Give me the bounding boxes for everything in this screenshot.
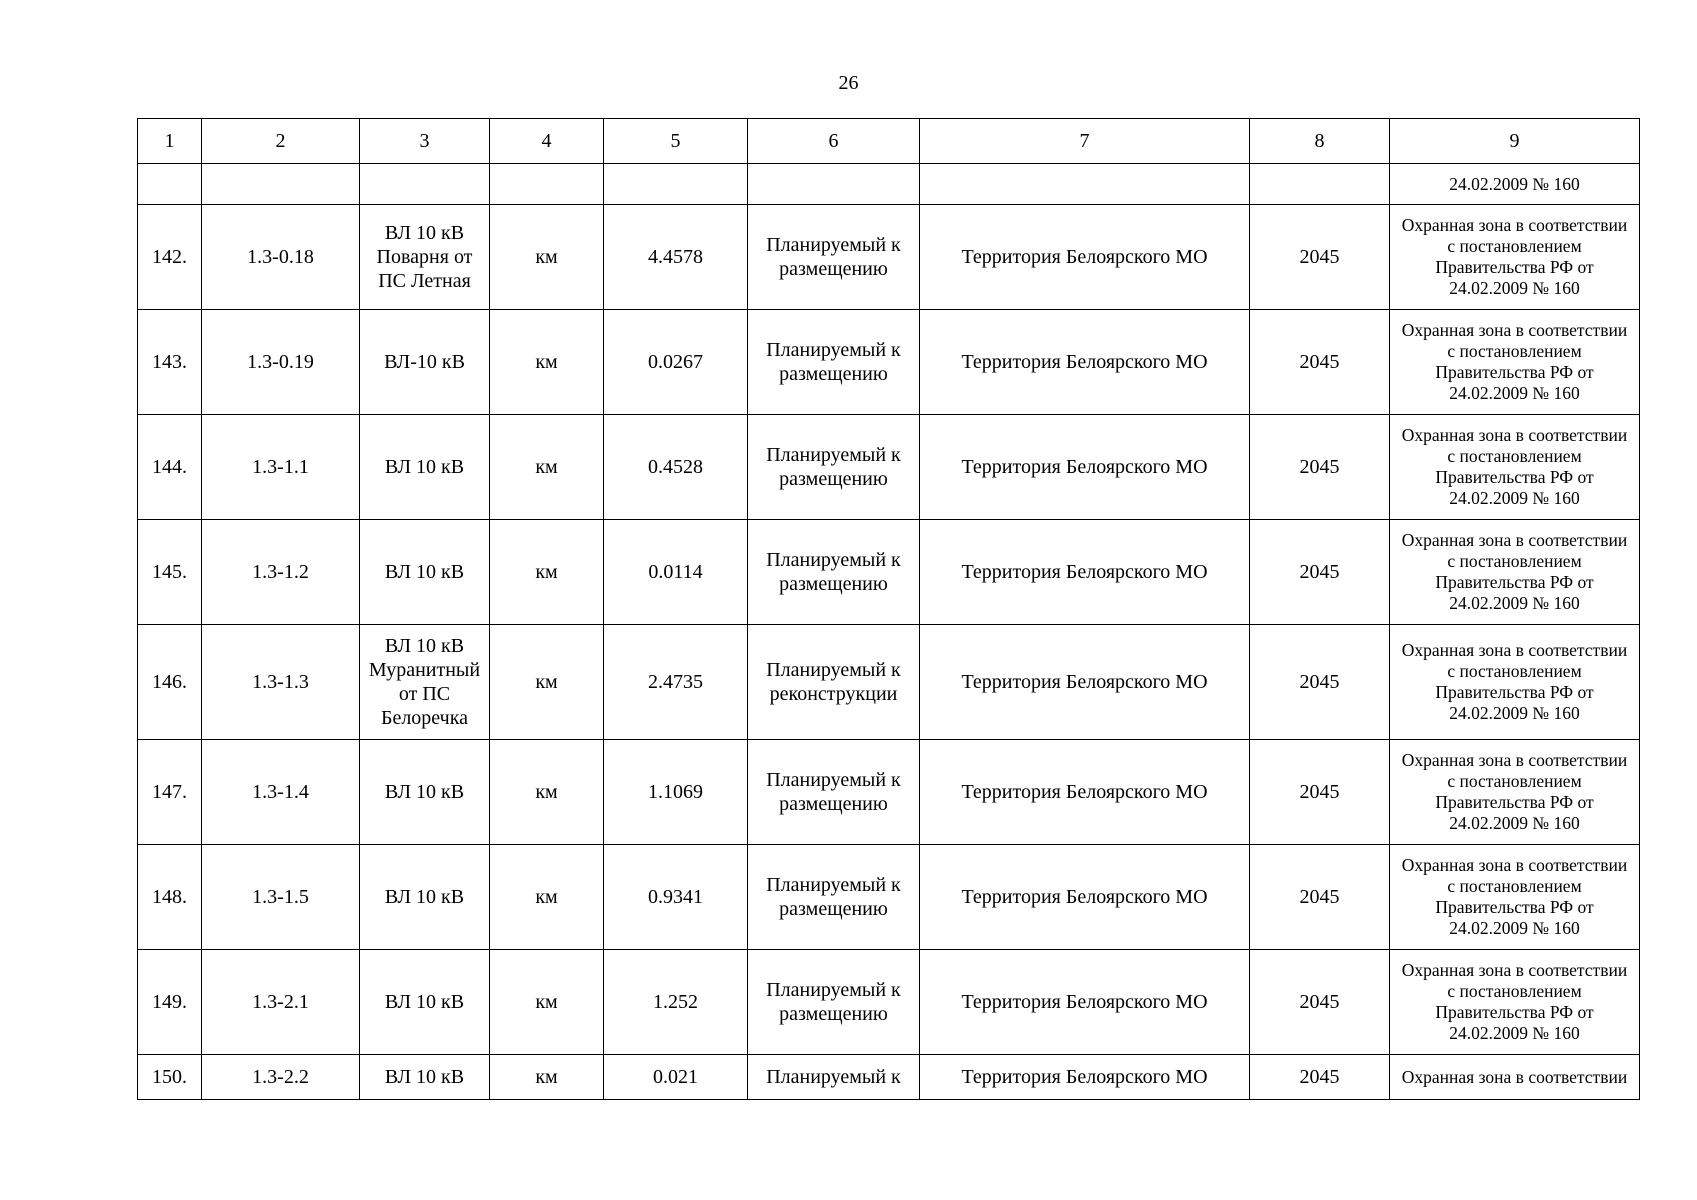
row-object-name-line: Белоречка [380, 707, 469, 729]
row-status-line: Планируемый к [766, 444, 901, 466]
row-zone-line: Правительства РФ от [1435, 897, 1594, 917]
row-value: 0.4528 [604, 415, 748, 520]
row-unit: км [490, 520, 604, 625]
row-object-name-line: Поварня от [376, 246, 473, 268]
row-object-name-line: ВЛ 10 кВ [384, 456, 465, 478]
table-row [138, 205, 1640, 310]
row-zone-line: с постановлением [1447, 661, 1582, 681]
row-zone [1390, 625, 1640, 740]
row-status [748, 740, 920, 845]
row-object-name [360, 845, 490, 950]
row-territory: Территория Белоярского МО [920, 1055, 1250, 1100]
row-unit: км [490, 740, 604, 845]
row-object-name-line: ВЛ 10 кВ [384, 781, 465, 803]
row-number: 145. [138, 520, 202, 625]
row-year: 2045 [1250, 1055, 1390, 1100]
row-year: 2045 [1250, 415, 1390, 520]
row-zone-line: с постановлением [1447, 551, 1582, 571]
row-code: 1.3-0.19 [202, 310, 360, 415]
row-object-name-line: ПС Летная [378, 270, 471, 292]
row-code: 1.3-2.2 [202, 1055, 360, 1100]
row-object-name [360, 520, 490, 625]
row-zone-line: Охранная зона в соответствии [1401, 320, 1628, 340]
row-code: 1.3-2.1 [202, 950, 360, 1055]
row-status-line: размещению [779, 363, 888, 385]
row-unit: км [490, 1055, 604, 1100]
row-status-line: размещению [779, 573, 888, 595]
row-status-line: размещению [779, 898, 888, 920]
row-zone-line: с постановлением [1447, 446, 1582, 466]
row-object-name-line: ВЛ-10 кВ [384, 351, 465, 373]
row-value: 2.4735 [604, 625, 748, 740]
row-zone-line: Охранная зона в соответствии [1401, 750, 1628, 770]
row-zone-line: Правительства РФ от [1435, 572, 1594, 592]
row-object-name [360, 415, 490, 520]
row-status-line: реконструкции [769, 683, 898, 705]
row-year: 2045 [1250, 950, 1390, 1055]
table-row [138, 520, 1640, 625]
table-row [138, 310, 1640, 415]
table-row [138, 845, 1640, 950]
row-year: 2045 [1250, 740, 1390, 845]
row-zone [1390, 845, 1640, 950]
row-object-name [360, 950, 490, 1055]
row-year: 2045 [1250, 310, 1390, 415]
table-cell [920, 164, 1250, 205]
row-zone-line: с постановлением [1447, 981, 1582, 1001]
column-header: 9 [1390, 119, 1640, 164]
page-number: 26 [838, 72, 859, 94]
column-header: 7 [920, 119, 1250, 164]
row-zone: Охранная зона в соответствии [1390, 1055, 1640, 1100]
row-number: 144. [138, 415, 202, 520]
column-header: 6 [748, 119, 920, 164]
table-cell [1250, 164, 1390, 205]
row-status-line: Планируемый к [766, 979, 901, 1001]
table-cell [138, 164, 202, 205]
row-number: 143. [138, 310, 202, 415]
row-territory: Территория Белоярского МО [920, 845, 1250, 950]
row-number: 147. [138, 740, 202, 845]
row-status [748, 950, 920, 1055]
row-status [748, 845, 920, 950]
row-status-line: размещению [779, 793, 888, 815]
row-year: 2045 [1250, 205, 1390, 310]
table-cell [748, 164, 920, 205]
column-header: 8 [1250, 119, 1390, 164]
table-row-last [138, 1055, 1640, 1100]
row-territory: Территория Белоярского МО [920, 950, 1250, 1055]
row-status-line: Планируемый к [766, 769, 901, 791]
row-value: 0.0267 [604, 310, 748, 415]
row-status [748, 415, 920, 520]
row-zone [1390, 520, 1640, 625]
row-zone [1390, 950, 1640, 1055]
row-zone-line: 24.02.2009 № 160 [1449, 813, 1580, 833]
row-status-line: Планируемый к [766, 339, 901, 361]
row-zone-line: Охранная зона в соответствии [1401, 960, 1628, 980]
row-code: 1.3-1.5 [202, 845, 360, 950]
row-object-name [360, 740, 490, 845]
row-status-line: размещению [779, 258, 888, 280]
table-cell [604, 164, 748, 205]
row-status-line: Планируемый к [766, 234, 901, 256]
row-number: 142. [138, 205, 202, 310]
table-cell: 24.02.2009 № 160 [1390, 164, 1640, 205]
row-zone-line: с постановлением [1447, 771, 1582, 791]
row-object-name-line: ВЛ 10 кВ [384, 886, 465, 908]
row-status [748, 625, 920, 740]
row-status: Планируемый к [748, 1055, 920, 1100]
row-zone-line: Охранная зона в соответствии [1401, 530, 1628, 550]
row-zone-line: Охранная зона в соответствии [1401, 855, 1628, 875]
row-object-name-line: ВЛ 10 кВ [384, 991, 465, 1013]
row-number: 149. [138, 950, 202, 1055]
row-zone-line: Правительства РФ от [1435, 257, 1594, 277]
continuation-row [138, 164, 1640, 205]
row-zone [1390, 205, 1640, 310]
row-value: 1.1069 [604, 740, 748, 845]
row-zone-line: Правительства РФ от [1435, 1002, 1594, 1022]
row-object-name-line: ВЛ 10 кВ [384, 635, 465, 657]
row-zone-line: 24.02.2009 № 160 [1449, 488, 1580, 508]
row-unit: км [490, 415, 604, 520]
row-zone-line: Правительства РФ от [1435, 467, 1594, 487]
row-unit: км [490, 845, 604, 950]
column-header: 5 [604, 119, 748, 164]
row-zone-line: 24.02.2009 № 160 [1449, 918, 1580, 938]
row-code: 1.3-1.1 [202, 415, 360, 520]
row-territory: Территория Белоярского МО [920, 415, 1250, 520]
table-cell [360, 164, 490, 205]
row-code: 1.3-1.2 [202, 520, 360, 625]
column-header: 1 [138, 119, 202, 164]
row-status-line: Планируемый к [766, 659, 901, 681]
table-cell [202, 164, 360, 205]
row-zone-line: 24.02.2009 № 160 [1449, 593, 1580, 613]
row-zone [1390, 740, 1640, 845]
row-value: 1.252 [604, 950, 748, 1055]
row-number: 146. [138, 625, 202, 740]
row-zone-line: с постановлением [1447, 236, 1582, 256]
row-status-line: Планируемый к [766, 549, 901, 571]
row-zone-line: Правительства РФ от [1435, 792, 1594, 812]
row-object-name [360, 310, 490, 415]
row-zone [1390, 415, 1640, 520]
row-zone-line: Охранная зона в соответствии [1401, 215, 1628, 235]
row-object-name [360, 625, 490, 740]
row-status-line: Планируемый к [766, 874, 901, 896]
table-row [138, 625, 1640, 740]
column-header: 4 [490, 119, 604, 164]
table-row [138, 415, 1640, 520]
row-year: 2045 [1250, 520, 1390, 625]
row-code: 1.3-0.18 [202, 205, 360, 310]
row-zone-line: с постановлением [1447, 341, 1582, 361]
row-territory: Территория Белоярского МО [920, 310, 1250, 415]
table-row [138, 950, 1640, 1055]
row-zone-line: Правительства РФ от [1435, 362, 1594, 382]
row-territory: Территория Белоярского МО [920, 205, 1250, 310]
row-value: 0.9341 [604, 845, 748, 950]
row-year: 2045 [1250, 625, 1390, 740]
row-code: 1.3-1.3 [202, 625, 360, 740]
row-zone-line: 24.02.2009 № 160 [1449, 278, 1580, 298]
row-zone [1390, 310, 1640, 415]
row-unit: км [490, 950, 604, 1055]
row-object-name [360, 205, 490, 310]
row-value: 4.4578 [604, 205, 748, 310]
column-header: 3 [360, 119, 490, 164]
row-territory: Территория Белоярского МО [920, 740, 1250, 845]
row-object-name: ВЛ 10 кВ [360, 1055, 490, 1100]
row-number: 148. [138, 845, 202, 950]
row-unit: км [490, 310, 604, 415]
row-object-name-line: ВЛ 10 кВ [384, 222, 465, 244]
row-object-name-line: Муранитный [368, 659, 481, 681]
header-row [138, 119, 1640, 164]
row-zone-line: Охранная зона в соответствии [1401, 640, 1628, 660]
column-header: 2 [202, 119, 360, 164]
row-unit: км [490, 205, 604, 310]
table-row [138, 740, 1640, 845]
row-object-name-line: от ПС [398, 683, 451, 705]
row-status-line: размещению [779, 468, 888, 490]
table-cell [490, 164, 604, 205]
data-table [137, 118, 1640, 1100]
row-number: 150. [138, 1055, 202, 1100]
row-code: 1.3-1.4 [202, 740, 360, 845]
row-status [748, 205, 920, 310]
row-value: 0.0114 [604, 520, 748, 625]
row-territory: Территория Белоярского МО [920, 625, 1250, 740]
row-zone-line: 24.02.2009 № 160 [1449, 1023, 1580, 1043]
row-unit: км [490, 625, 604, 740]
row-territory: Территория Белоярского МО [920, 520, 1250, 625]
row-year: 2045 [1250, 845, 1390, 950]
row-value: 0.021 [604, 1055, 748, 1100]
row-status-line: размещению [779, 1003, 888, 1025]
row-zone-line: 24.02.2009 № 160 [1449, 383, 1580, 403]
row-zone-line: 24.02.2009 № 160 [1449, 703, 1580, 723]
row-status [748, 310, 920, 415]
row-zone-line: с постановлением [1447, 876, 1582, 896]
row-object-name-line: ВЛ 10 кВ [384, 561, 465, 583]
row-zone-line: Правительства РФ от [1435, 682, 1594, 702]
row-zone-line: Охранная зона в соответствии [1401, 425, 1628, 445]
row-status [748, 520, 920, 625]
